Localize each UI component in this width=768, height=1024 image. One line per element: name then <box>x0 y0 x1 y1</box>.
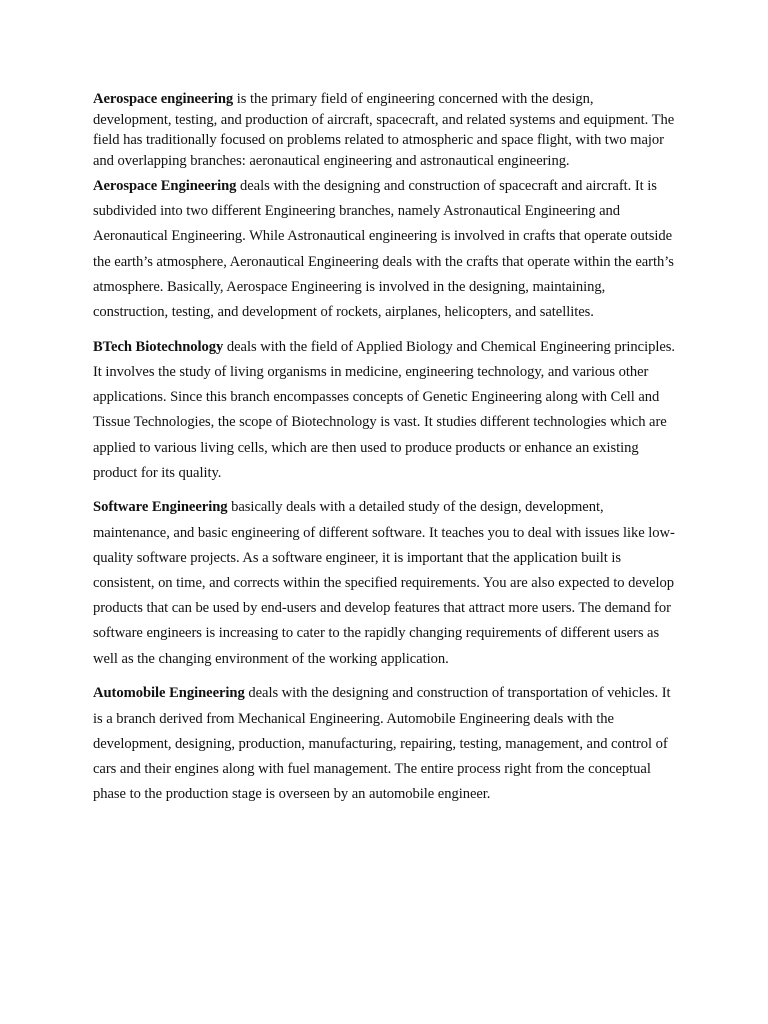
paragraph-term: Aerospace engineering <box>93 91 234 107</box>
paragraph-text: is the primary field of engineering concerned with the design, development, testing, and production of aircraft, spacecraft, and related systems and equipment. The field has traditionally focused on problems related to atmospheric and space flight, with two major and overlapping branches: aeronautical engineering and astronautical engineering. <box>93 91 675 169</box>
paragraph-software-engineering <box>93 495 675 671</box>
paragraph-text: basically deals with a detailed study of the design, development, maintenance, and basic engineering of different software. It teaches you to deal with issues like low-quality software projects. As a software engineer, it is important that the application built is consistent, on time, and corrects within the specified requirements. You are also expected to develop products that can be used by end-users and develop features that attract more users. The demand for software engineers is increasing to cater to the rapidly changing requirements of different users as well as the changing environment of the working application. <box>93 499 675 667</box>
paragraph-term: Aerospace Engineering <box>93 178 237 194</box>
paragraph-biotechnology <box>93 335 675 486</box>
paragraph-text: deals with the designing and construction of spacecraft and aircraft. It is subdivided into two different Engineering branches, namely Astronautical Engineering and Aeronautical Engineering. While Astronautical engineering is involved in crafts that operate outside the earth’s atmosphere, Aeronautical Engineering deals with the crafts that operate within the earth’s atmosphere. Basically, Aerospace Engineering is involved in the designing, maintaining, construction, testing, and development of rockets, airplanes, helicopters, and satellites. <box>93 178 674 321</box>
paragraph-aerospace-definition <box>93 89 675 171</box>
paragraph-text: deals with the designing and construction of transportation of vehicles. It is a branch derived from Mechanical Engineering. Automobile Engineering deals with the development, designing, production, manufacturing, repairing, testing, management, and control of cars and their engines along with fuel management. The entire process right from the conceptual phase to the production stage is overseen by an automobile engineer. <box>93 685 671 803</box>
paragraph-term: Automobile Engineering <box>93 685 245 702</box>
paragraph-automobile-engineering <box>93 681 675 807</box>
paragraph-text: deals with the field of Applied Biology and Chemical Engineering principles. It involves the study of living organisms in medicine, engineering technology, and various other applications. Since this branch encompasses concepts of Genetic Engineering along with Cell and Tissue Technologies, the scope of Biotechnology is vast. It studies different technologies which are applied to various living cells, which are then used to produce products or enhance an existing product for its quality. <box>93 338 675 481</box>
paragraph-aerospace-engineering <box>93 174 675 325</box>
paragraph-term: Software Engineering <box>93 499 228 516</box>
paragraph-term: BTech Biotechnology <box>93 338 224 355</box>
document-body <box>93 89 675 817</box>
